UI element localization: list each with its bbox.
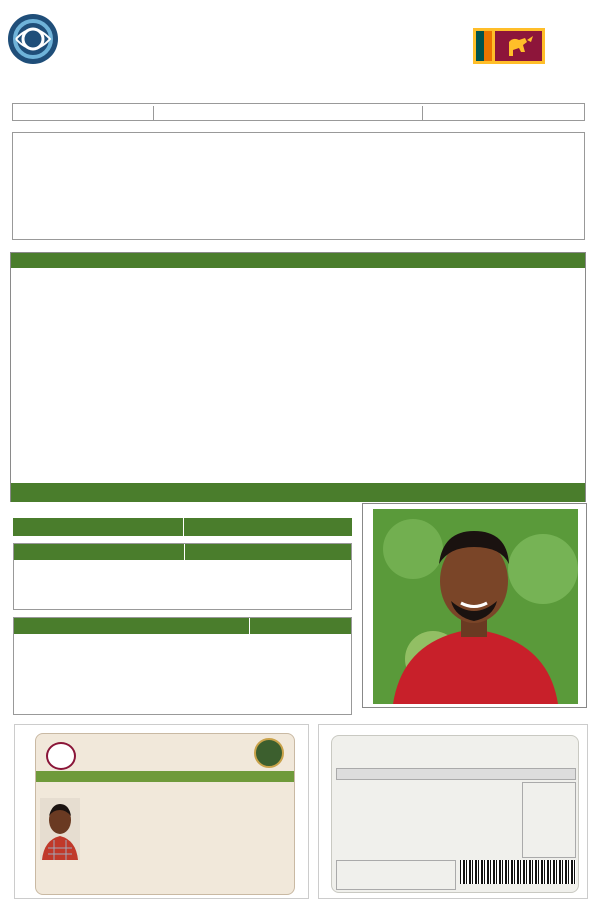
basic-info-section [12, 132, 585, 240]
license-front-frame [14, 724, 309, 899]
applicant-photo [362, 503, 587, 708]
sri-lanka-flag [473, 28, 545, 64]
other-details-footer [11, 483, 585, 502]
license-notes-column [522, 782, 576, 858]
license-front-card [35, 733, 295, 895]
languages-section [13, 543, 352, 610]
employment-section [13, 617, 352, 715]
other-details-section [10, 252, 586, 502]
license-barcode [460, 860, 576, 884]
qatar-emblem-icon [46, 742, 76, 770]
license-photo [40, 798, 80, 860]
company-logo [6, 12, 60, 66]
application-number-value [153, 106, 423, 120]
education-row [13, 518, 352, 536]
qatar-police-emblem-icon [254, 738, 284, 768]
license-back-card [331, 735, 579, 893]
license-back-frame [318, 724, 588, 899]
application-number-row [12, 103, 585, 121]
